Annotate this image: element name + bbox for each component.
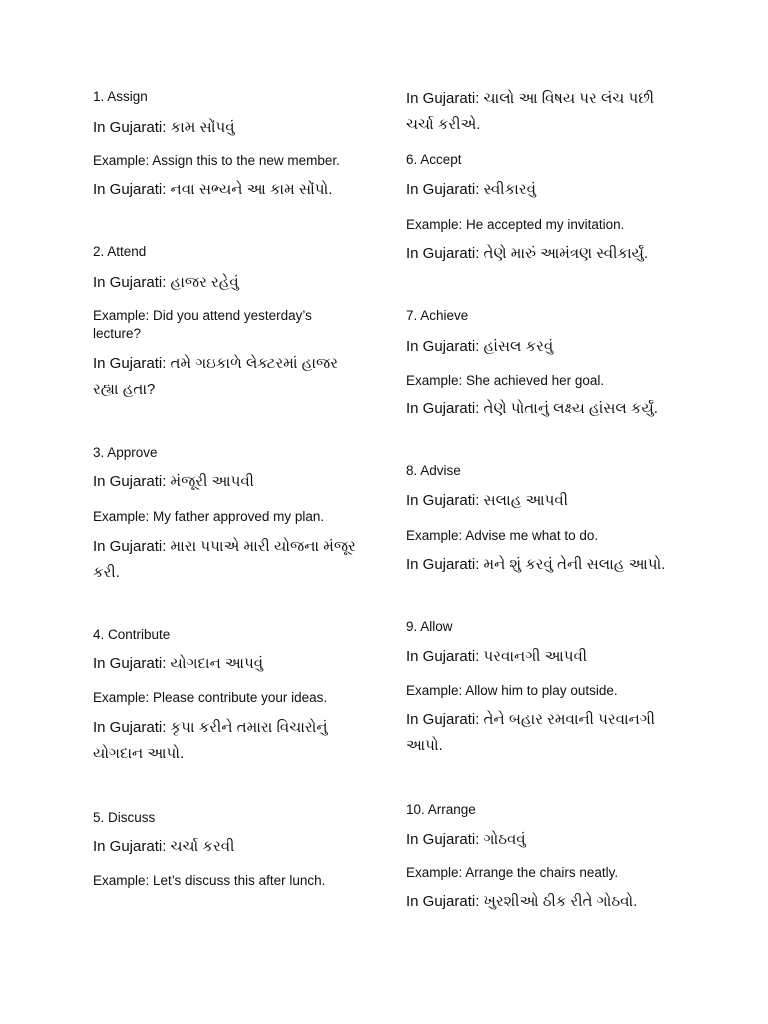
entry-heading: 3. Approve — [93, 445, 158, 460]
entry-translation: In Gujarati: ખુરશીઓ ઠીક રીતે ગોઠવો. — [406, 893, 638, 910]
entry-heading: 9. Allow — [406, 619, 453, 634]
entry-translation: In Gujarati: તમે ગઇકાળે લેક્ટરમાં હાજર રહ્યા હતા? — [93, 355, 338, 398]
entry-heading: 7. Achieve — [406, 308, 469, 323]
entry-heading: 10. Arrange — [406, 802, 476, 817]
entry-meaning: In Gujarati: મંજૂરી આપવી — [93, 473, 254, 490]
entry-translation: In Gujarati: મને શું કરવું તેની સલાહ આપો. — [406, 556, 666, 573]
entry-meaning: In Gujarati: કામ સોંપવું — [93, 119, 235, 136]
entry-heading: 2. Attend — [93, 244, 147, 259]
entry-example: Example: Arrange the chairs neatly. — [406, 865, 619, 880]
entry-heading: 6. Accept — [406, 152, 462, 167]
entry-meaning: In Gujarati: યોગદાન આપવું — [93, 655, 264, 672]
entry-translation: In Gujarati: કૃપા કરીને તમારા વિચારોનું યોગદાન આપો. — [93, 719, 328, 762]
entry-translation: In Gujarati: તેણે પોતાનું લક્ષ્ય હાંસલ કર્યું. — [406, 400, 658, 417]
entry-meaning: In Gujarati: ગોઠવવું — [406, 831, 526, 848]
entry-heading: 5. Discuss — [93, 810, 156, 825]
entry-meaning: In Gujarati: સલાહ આપવી — [406, 492, 568, 509]
entry-meaning: In Gujarati: સ્વીકારવું — [406, 181, 536, 198]
entry-translation: In Gujarati: ચાલો આ વિષય પર લંચ પછી ચર્ચા કરીએ. — [406, 90, 655, 133]
entry-meaning: In Gujarati: પરવાનગી આપવી — [406, 648, 588, 665]
entry-translation: In Gujarati: મારા પપાએ મારી યોજના મંજૂર કરી. — [93, 538, 356, 581]
entry-example: Example: He accepted my invitation. — [406, 217, 625, 232]
entry-heading: 4. Contribute — [93, 627, 171, 642]
entry-translation: In Gujarati: તેને બહાર રમવાની પરવાનગી આપો. — [406, 711, 656, 754]
entry-example: Example: Did you attend yesterday’s lecture? — [93, 308, 312, 341]
entry-translation: In Gujarati: તેણે મારું આમંત્રણ સ્વીકાર્યું. — [406, 245, 649, 262]
entry-example: Example: Please contribute your ideas. — [93, 690, 328, 705]
entry-heading: 8. Advise — [406, 463, 461, 478]
entry-meaning: In Gujarati: હાંસલ કરવું — [406, 338, 554, 355]
entry-example: Example: She achieved her goal. — [406, 373, 605, 388]
entry-meaning: In Gujarati: હાજર રહેવું — [93, 274, 239, 291]
entry-example: Example: Allow him to play outside. — [406, 683, 618, 698]
entry-example: Example: My father approved my plan. — [93, 509, 325, 524]
entry-translation: In Gujarati: નવા સભ્યને આ કામ સોંપો. — [93, 181, 333, 198]
entry-example: Example: Let’s discuss this after lunch. — [93, 873, 326, 888]
entry-meaning: In Gujarati: ચર્ચા કરવી — [93, 838, 235, 855]
entry-example: Example: Assign this to the new member. — [93, 153, 340, 168]
entry-heading: 1. Assign — [93, 89, 148, 104]
entry-example: Example: Advise me what to do. — [406, 528, 599, 543]
